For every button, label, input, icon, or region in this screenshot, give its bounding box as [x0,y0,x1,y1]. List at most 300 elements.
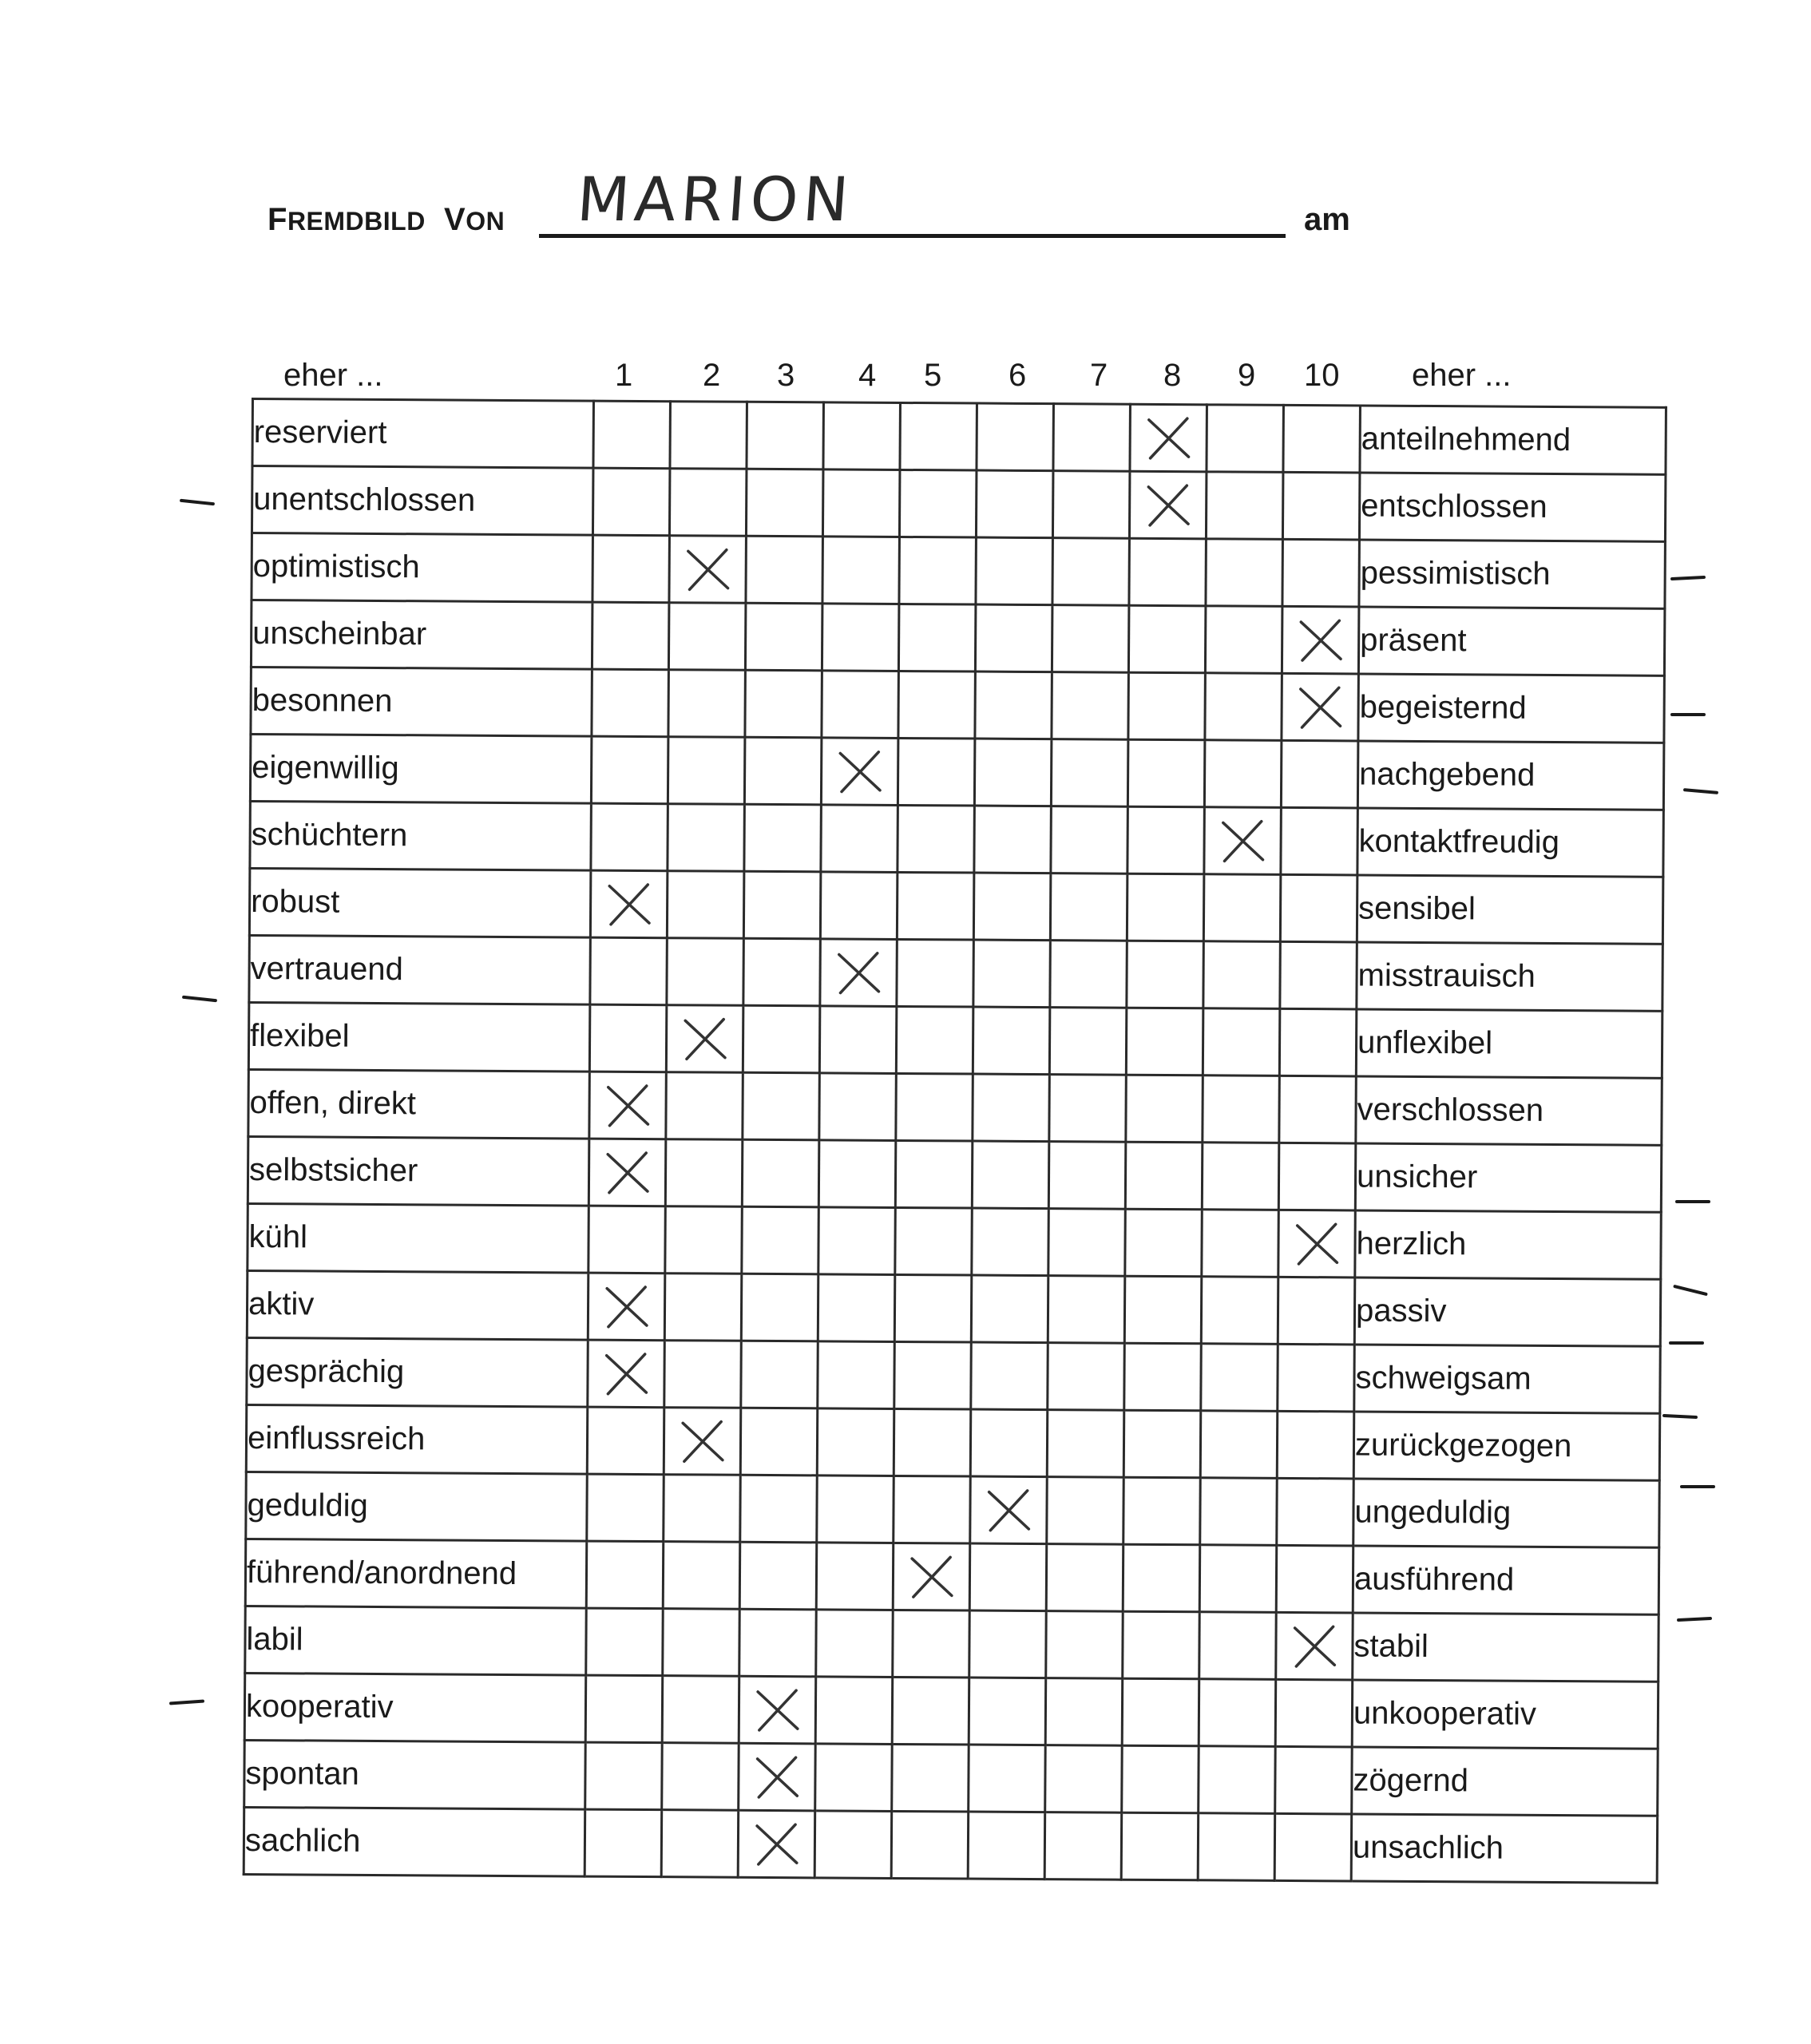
left-trait-label: offen, direkt [248,1069,590,1139]
rating-cell-8[interactable] [1121,1812,1199,1880]
rating-cell-5[interactable] [891,1811,969,1879]
rating-cell-7[interactable] [1046,1544,1123,1612]
rating-cell-8[interactable] [1122,1678,1199,1746]
right-trait-label: passiv [1354,1278,1661,1346]
rating-cell-5[interactable] [895,1207,973,1275]
rating-cell-10[interactable] [1278,1277,1355,1345]
rating-cell-1[interactable] [585,1809,662,1877]
rating-row [244,1807,1657,1883]
rating-cell-4[interactable] [818,1341,895,1409]
rating-cell-10[interactable] [1279,1075,1357,1143]
rating-cell-8[interactable] [1129,471,1207,539]
rating-cell-2[interactable] [664,1408,741,1476]
cross-mark-icon [1295,615,1345,664]
left-trait-label: vertrauend [249,935,591,1004]
rating-cell-3[interactable] [743,871,821,939]
rating-cell-6[interactable] [972,1208,1049,1276]
rating-cell-1[interactable] [592,669,669,737]
right-trait-label: nachgebend [1357,741,1664,810]
rating-cell-9[interactable] [1204,740,1282,808]
rating-cell-7[interactable] [1048,1276,1125,1344]
rating-cell-9[interactable] [1204,807,1282,875]
rating-cell-1[interactable] [586,1608,664,1676]
rating-cell-1[interactable] [588,1139,666,1206]
rating-cell-9[interactable] [1201,1344,1278,1412]
rating-cell-6[interactable] [969,1745,1046,1812]
rating-cell-5[interactable] [895,1140,973,1208]
rating-cell-10[interactable] [1281,807,1358,875]
rating-row [248,1002,1662,1078]
rating-cell-9[interactable] [1198,1813,1275,1881]
rating-cell-5[interactable] [900,402,977,470]
rating-cell-5[interactable] [896,1073,973,1141]
scale-number: 2 [703,358,721,393]
rating-cell-2[interactable] [668,804,745,872]
rating-cell-1[interactable] [591,736,668,804]
rating-cell-8[interactable] [1128,672,1206,740]
rating-cell-9[interactable] [1202,1143,1279,1210]
rating-cell-2[interactable] [665,1206,743,1274]
cross-mark-icon [601,1349,651,1398]
rating-cell-5[interactable] [898,604,976,671]
rating-cell-7[interactable] [1049,1075,1127,1143]
rating-cell-6[interactable] [974,806,1052,873]
rating-cell-3[interactable] [739,1542,817,1610]
rating-cell-6[interactable] [976,537,1053,605]
rating-cell-9[interactable] [1200,1411,1278,1479]
rating-cell-10[interactable] [1281,740,1358,808]
rating-cell-7[interactable] [1052,471,1130,539]
rating-cell-6[interactable] [975,604,1052,672]
form-header [267,164,1385,244]
von-rest: ON [466,207,505,236]
left-trait-label: spontan [244,1740,586,1809]
rating-cell-8[interactable] [1125,1142,1203,1210]
rating-cell-3[interactable] [744,804,822,872]
rating-cell-1[interactable] [585,1742,663,1810]
rating-cell-6[interactable] [968,1812,1045,1880]
rating-cell-4[interactable] [822,469,900,537]
rating-cell-10[interactable] [1279,1008,1357,1076]
rating-cell-2[interactable] [668,737,745,805]
rating-cell-4[interactable] [822,671,899,739]
rating-cell-10[interactable] [1282,539,1360,607]
rating-row [246,1404,1659,1480]
rating-row [248,1203,1661,1279]
rating-cell-5[interactable] [899,537,977,604]
rating-cell-9[interactable] [1203,941,1281,1009]
rating-row [252,533,1665,609]
rating-cell-2[interactable] [663,1609,740,1677]
rating-cell-10[interactable] [1275,1746,1353,1814]
rating-cell-1[interactable] [591,803,668,871]
rating-cell-10[interactable] [1276,1545,1353,1613]
right-trait-label: misstrauisch [1357,942,1663,1011]
scale-number: 10 [1304,358,1340,393]
rating-cell-8[interactable] [1123,1544,1200,1612]
rating-cell-5[interactable] [898,738,975,806]
rating-cell-6[interactable] [977,403,1054,471]
rating-cell-6[interactable] [971,1342,1048,1410]
margin-tick-mark [1670,713,1706,716]
rating-cell-3[interactable] [740,1475,818,1543]
rating-cell-9[interactable] [1203,1008,1280,1076]
rating-cell-9[interactable] [1202,1210,1279,1278]
rating-cell-1[interactable] [585,1675,663,1743]
rating-cell-9[interactable] [1201,1277,1278,1345]
rating-cell-4[interactable] [816,1543,894,1610]
cross-mark-icon [677,1416,727,1466]
rating-cell-3[interactable] [743,1005,820,1073]
rating-cell-7[interactable] [1048,1343,1125,1411]
rating-cell-7[interactable] [1047,1477,1124,1545]
rating-cell-4[interactable] [820,939,898,1007]
rating-cell-8[interactable] [1129,538,1207,606]
rating-cell-2[interactable] [666,1005,743,1073]
rating-cell-6[interactable] [975,671,1052,739]
rating-cell-2[interactable] [669,536,747,604]
cross-mark-icon [680,1014,729,1064]
margin-tick-mark [169,1699,204,1705]
rating-cell-4[interactable] [823,402,901,470]
scale-number: 8 [1163,358,1182,393]
rating-row [251,600,1664,676]
rating-cell-8[interactable] [1127,941,1204,1008]
margin-tick-mark [1680,1485,1715,1488]
rating-cell-9[interactable] [1199,1746,1276,1814]
cross-mark-icon [1218,816,1267,866]
cross-mark-icon [683,545,732,594]
rating-row [249,868,1662,944]
left-trait-label: reserviert [252,399,594,469]
rating-cell-3[interactable] [741,1274,818,1341]
cross-mark-icon [1290,1621,1339,1670]
rating-cell-9[interactable] [1199,1612,1277,1680]
rating-cell-5[interactable] [893,1543,970,1610]
rating-cell-2[interactable] [667,871,744,939]
rating-cell-7[interactable] [1051,806,1128,874]
rating-cell-8[interactable] [1124,1343,1202,1411]
rating-cell-5[interactable] [894,1274,972,1342]
right-trait-label: begeisternd [1358,674,1665,743]
rating-cell-3[interactable] [742,1206,819,1274]
rating-cell-9[interactable] [1199,1679,1276,1747]
left-trait-label: unscheinbar [251,600,592,670]
rating-row [251,667,1664,743]
cross-mark-icon [1143,413,1193,462]
rating-cell-7[interactable] [1052,538,1130,606]
rating-cell-1[interactable] [587,1407,664,1475]
rating-cell-3[interactable] [743,938,821,1006]
right-trait-label: anteilnehmend [1360,406,1666,474]
rating-cell-9[interactable] [1206,472,1283,540]
rating-cell-4[interactable] [818,1140,896,1208]
rating-cell-6[interactable] [973,940,1051,1008]
handwritten-name[interactable]: MARION [574,164,856,235]
rating-cell-6[interactable] [971,1275,1048,1343]
cross-mark-icon [1292,1218,1341,1268]
rating-cell-3[interactable] [743,1072,820,1140]
rating-cell-7[interactable] [1052,672,1129,740]
rating-cell-2[interactable] [669,469,747,537]
rating-cell-3[interactable] [741,1341,818,1408]
margin-tick-mark [1662,1414,1698,1419]
rating-cell-9[interactable] [1203,874,1281,942]
rating-cell-3[interactable] [746,536,823,604]
rating-cell-4[interactable] [818,1274,895,1342]
rating-cell-7[interactable] [1048,1142,1126,1210]
rating-cell-10[interactable] [1280,874,1357,942]
rating-cell-6[interactable] [969,1678,1046,1745]
rating-cell-6[interactable] [976,470,1053,538]
rating-cell-4[interactable] [817,1408,894,1476]
rating-cell-10[interactable] [1283,405,1361,473]
cross-mark-icon [834,747,884,796]
cross-mark-icon [752,1752,802,1801]
rating-cell-5[interactable] [899,469,977,537]
rating-cell-3[interactable] [739,1743,816,1811]
rating-cell-2[interactable] [664,1475,741,1543]
rating-cell-1[interactable] [590,937,668,1005]
left-trait-label: optimistisch [252,533,593,603]
right-trait-label: sensibel [1357,875,1663,944]
rating-cell-3[interactable] [746,469,823,537]
rating-cell-9[interactable] [1205,673,1282,741]
rating-cell-6[interactable] [973,873,1051,941]
rating-cell-3[interactable] [744,737,822,805]
rating-cell-1[interactable] [592,602,669,670]
rating-cell-10[interactable] [1282,673,1359,741]
cross-mark-icon [601,1281,651,1331]
rating-cell-2[interactable] [668,670,746,738]
right-trait-label: ausführend [1353,1546,1659,1614]
margin-tick-mark [1677,1617,1712,1622]
rating-cell-3[interactable] [745,603,822,671]
rating-cell-8[interactable] [1123,1410,1201,1478]
rating-cell-6[interactable] [972,1141,1049,1209]
rating-cell-4[interactable] [820,872,898,940]
rating-cell-1[interactable] [590,870,668,938]
left-trait-label: eigenwillig [250,735,592,804]
right-trait-label: zögernd [1352,1747,1658,1816]
rating-cell-7[interactable] [1045,1745,1123,1813]
rating-cell-3[interactable] [739,1676,816,1744]
scale-number: 1 [615,358,633,393]
rating-cell-5[interactable] [898,805,975,873]
right-trait-label: präsent [1358,607,1665,675]
rating-cell-8[interactable] [1127,806,1205,874]
rating-cell-2[interactable] [665,1139,743,1207]
rating-cell-5[interactable] [894,1408,971,1476]
rating-row [248,1136,1661,1212]
rating-cell-2[interactable] [661,1810,739,1878]
rating-cell-7[interactable] [1045,1678,1123,1746]
rating-cell-1[interactable] [589,1072,667,1139]
scale-number: 9 [1238,358,1256,393]
scale-number: 4 [858,358,877,393]
right-trait-label: unkooperativ [1352,1680,1658,1749]
rating-cell-5[interactable] [894,1476,971,1543]
rating-cell-8[interactable] [1122,1745,1199,1813]
rating-cell-10[interactable] [1282,472,1360,540]
cross-mark-icon [602,1147,652,1197]
rating-cell-7[interactable] [1053,404,1131,472]
rating-cell-7[interactable] [1050,941,1127,1008]
rating-cell-9[interactable] [1200,1478,1278,1546]
rating-cell-9[interactable] [1203,1075,1280,1143]
rating-cell-1[interactable] [589,1004,667,1072]
left-trait-label: geduldig [246,1472,588,1541]
rating-cell-8[interactable] [1123,1611,1200,1679]
rating-cell-5[interactable] [897,939,974,1007]
rating-cell-10[interactable] [1276,1612,1353,1680]
rating-cell-5[interactable] [898,671,976,739]
right-trait-label: unsachlich [1351,1814,1658,1883]
rating-row [246,1472,1659,1547]
right-trait-label: kontaktfreudig [1357,808,1664,877]
rating-cell-4[interactable] [817,1476,894,1543]
rating-cell-6[interactable] [973,1007,1050,1075]
rating-cell-4[interactable] [816,1610,894,1678]
rating-cell-10[interactable] [1275,1679,1353,1747]
rating-cell-3[interactable] [742,1139,819,1207]
rating-cell-2[interactable] [668,603,746,671]
rating-cell-2[interactable] [666,1072,743,1140]
rating-cell-9[interactable] [1205,606,1282,674]
cross-mark-icon [834,948,883,997]
rating-cell-4[interactable] [815,1677,893,1745]
rating-cell-9[interactable] [1199,1545,1277,1613]
rating-cell-5[interactable] [894,1341,972,1409]
rating-cell-2[interactable] [662,1676,739,1744]
rating-cell-2[interactable] [664,1341,742,1408]
rating-cell-7[interactable] [1049,1008,1127,1075]
rating-cell-10[interactable] [1277,1478,1354,1546]
rating-row [247,1337,1660,1413]
left-trait-label: labil [245,1606,587,1675]
left-trait-label: besonnen [251,667,592,737]
rating-cell-3[interactable] [745,670,822,738]
rating-cell-1[interactable] [588,1206,666,1274]
rating-cell-4[interactable] [821,805,898,873]
rating-cell-5[interactable] [892,1744,969,1812]
rating-cell-5[interactable] [892,1677,969,1745]
rating-cell-4[interactable] [819,1073,897,1141]
rating-cell-6[interactable] [973,1074,1050,1142]
rating-cell-6[interactable] [970,1409,1048,1477]
rating-cell-7[interactable] [1044,1812,1122,1880]
rating-cell-1[interactable] [592,468,670,536]
rating-cell-4[interactable] [821,738,898,806]
rating-cell-6[interactable] [969,1543,1047,1611]
rating-cell-8[interactable] [1130,404,1207,472]
cross-mark-icon [751,1819,801,1868]
rating-cell-9[interactable] [1206,539,1283,607]
margin-tick-mark [1673,1285,1708,1297]
rating-cell-1[interactable] [587,1474,664,1542]
rating-cell-7[interactable] [1047,1410,1124,1478]
rating-cell-4[interactable] [815,1744,893,1812]
rating-cell-5[interactable] [897,872,974,940]
rating-cell-8[interactable] [1127,739,1205,807]
rating-cell-4[interactable] [819,1006,897,1074]
rating-cell-2[interactable] [662,1743,739,1811]
rating-cell-7[interactable] [1050,873,1127,941]
rating-cell-8[interactable] [1125,1209,1203,1277]
rating-cell-10[interactable] [1280,941,1357,1009]
rating-row [248,1069,1662,1145]
left-trait-label: kühl [248,1203,589,1273]
rating-cell-3[interactable] [740,1408,818,1476]
rating-cell-1[interactable] [593,401,671,469]
rating-cell-5[interactable] [896,1006,973,1074]
rating-cell-7[interactable] [1052,605,1129,673]
rating-row [249,935,1662,1011]
rating-cell-4[interactable] [814,1811,892,1879]
rating-cell-3[interactable] [739,1609,817,1677]
rating-cell-8[interactable] [1126,1075,1203,1143]
rating-cell-10[interactable] [1274,1813,1352,1881]
scale-number: 3 [777,358,795,393]
right-trait-label: zurückgezogen [1353,1412,1660,1480]
rating-cell-8[interactable] [1128,605,1206,673]
rating-cell-7[interactable] [1051,739,1128,807]
rating-cell-1[interactable] [586,1541,664,1609]
scale-number: 6 [1009,358,1027,393]
date-label: am [1304,202,1350,237]
rating-row [250,801,1663,877]
rating-cell-6[interactable] [970,1476,1048,1544]
rating-cell-2[interactable] [670,402,747,469]
rating-cell-10[interactable] [1277,1411,1354,1479]
rating-row [252,466,1665,542]
rating-cell-8[interactable] [1123,1477,1201,1545]
rating-cell-10[interactable] [1278,1210,1356,1278]
rating-cell-4[interactable] [822,604,899,671]
scale-header [252,358,1665,398]
rating-cell-2[interactable] [667,938,744,1006]
rating-cell-9[interactable] [1207,405,1284,473]
cross-mark-icon [603,1080,652,1130]
rating-cell-3[interactable] [747,402,824,469]
rating-cell-10[interactable] [1282,606,1359,674]
rating-cell-2[interactable] [663,1542,740,1610]
rating-cell-8[interactable] [1127,873,1204,941]
rating-cell-3[interactable] [738,1810,815,1878]
rating-cell-7[interactable] [1048,1209,1126,1277]
rating-cell-8[interactable] [1126,1008,1203,1075]
right-trait-label: entschlossen [1359,473,1666,541]
rating-cell-6[interactable] [969,1610,1047,1678]
rating-cell-4[interactable] [822,537,900,604]
rating-cell-4[interactable] [818,1207,896,1275]
margin-tick-mark [182,996,217,1003]
rating-cell-6[interactable] [974,739,1052,806]
margin-tick-mark [180,499,215,506]
rating-cell-10[interactable] [1278,1143,1356,1210]
rating-cell-7[interactable] [1046,1611,1123,1679]
rating-cell-10[interactable] [1278,1344,1355,1412]
rating-cell-1[interactable] [592,535,670,603]
von-initial: V [444,202,466,237]
rating-cell-1[interactable] [588,1273,665,1341]
rating-cell-2[interactable] [664,1274,742,1341]
rating-cell-8[interactable] [1124,1276,1202,1344]
form-title [267,202,505,238]
margin-tick-mark [1683,788,1718,794]
rating-cell-1[interactable] [588,1340,665,1408]
rating-cell-5[interactable] [893,1610,970,1678]
